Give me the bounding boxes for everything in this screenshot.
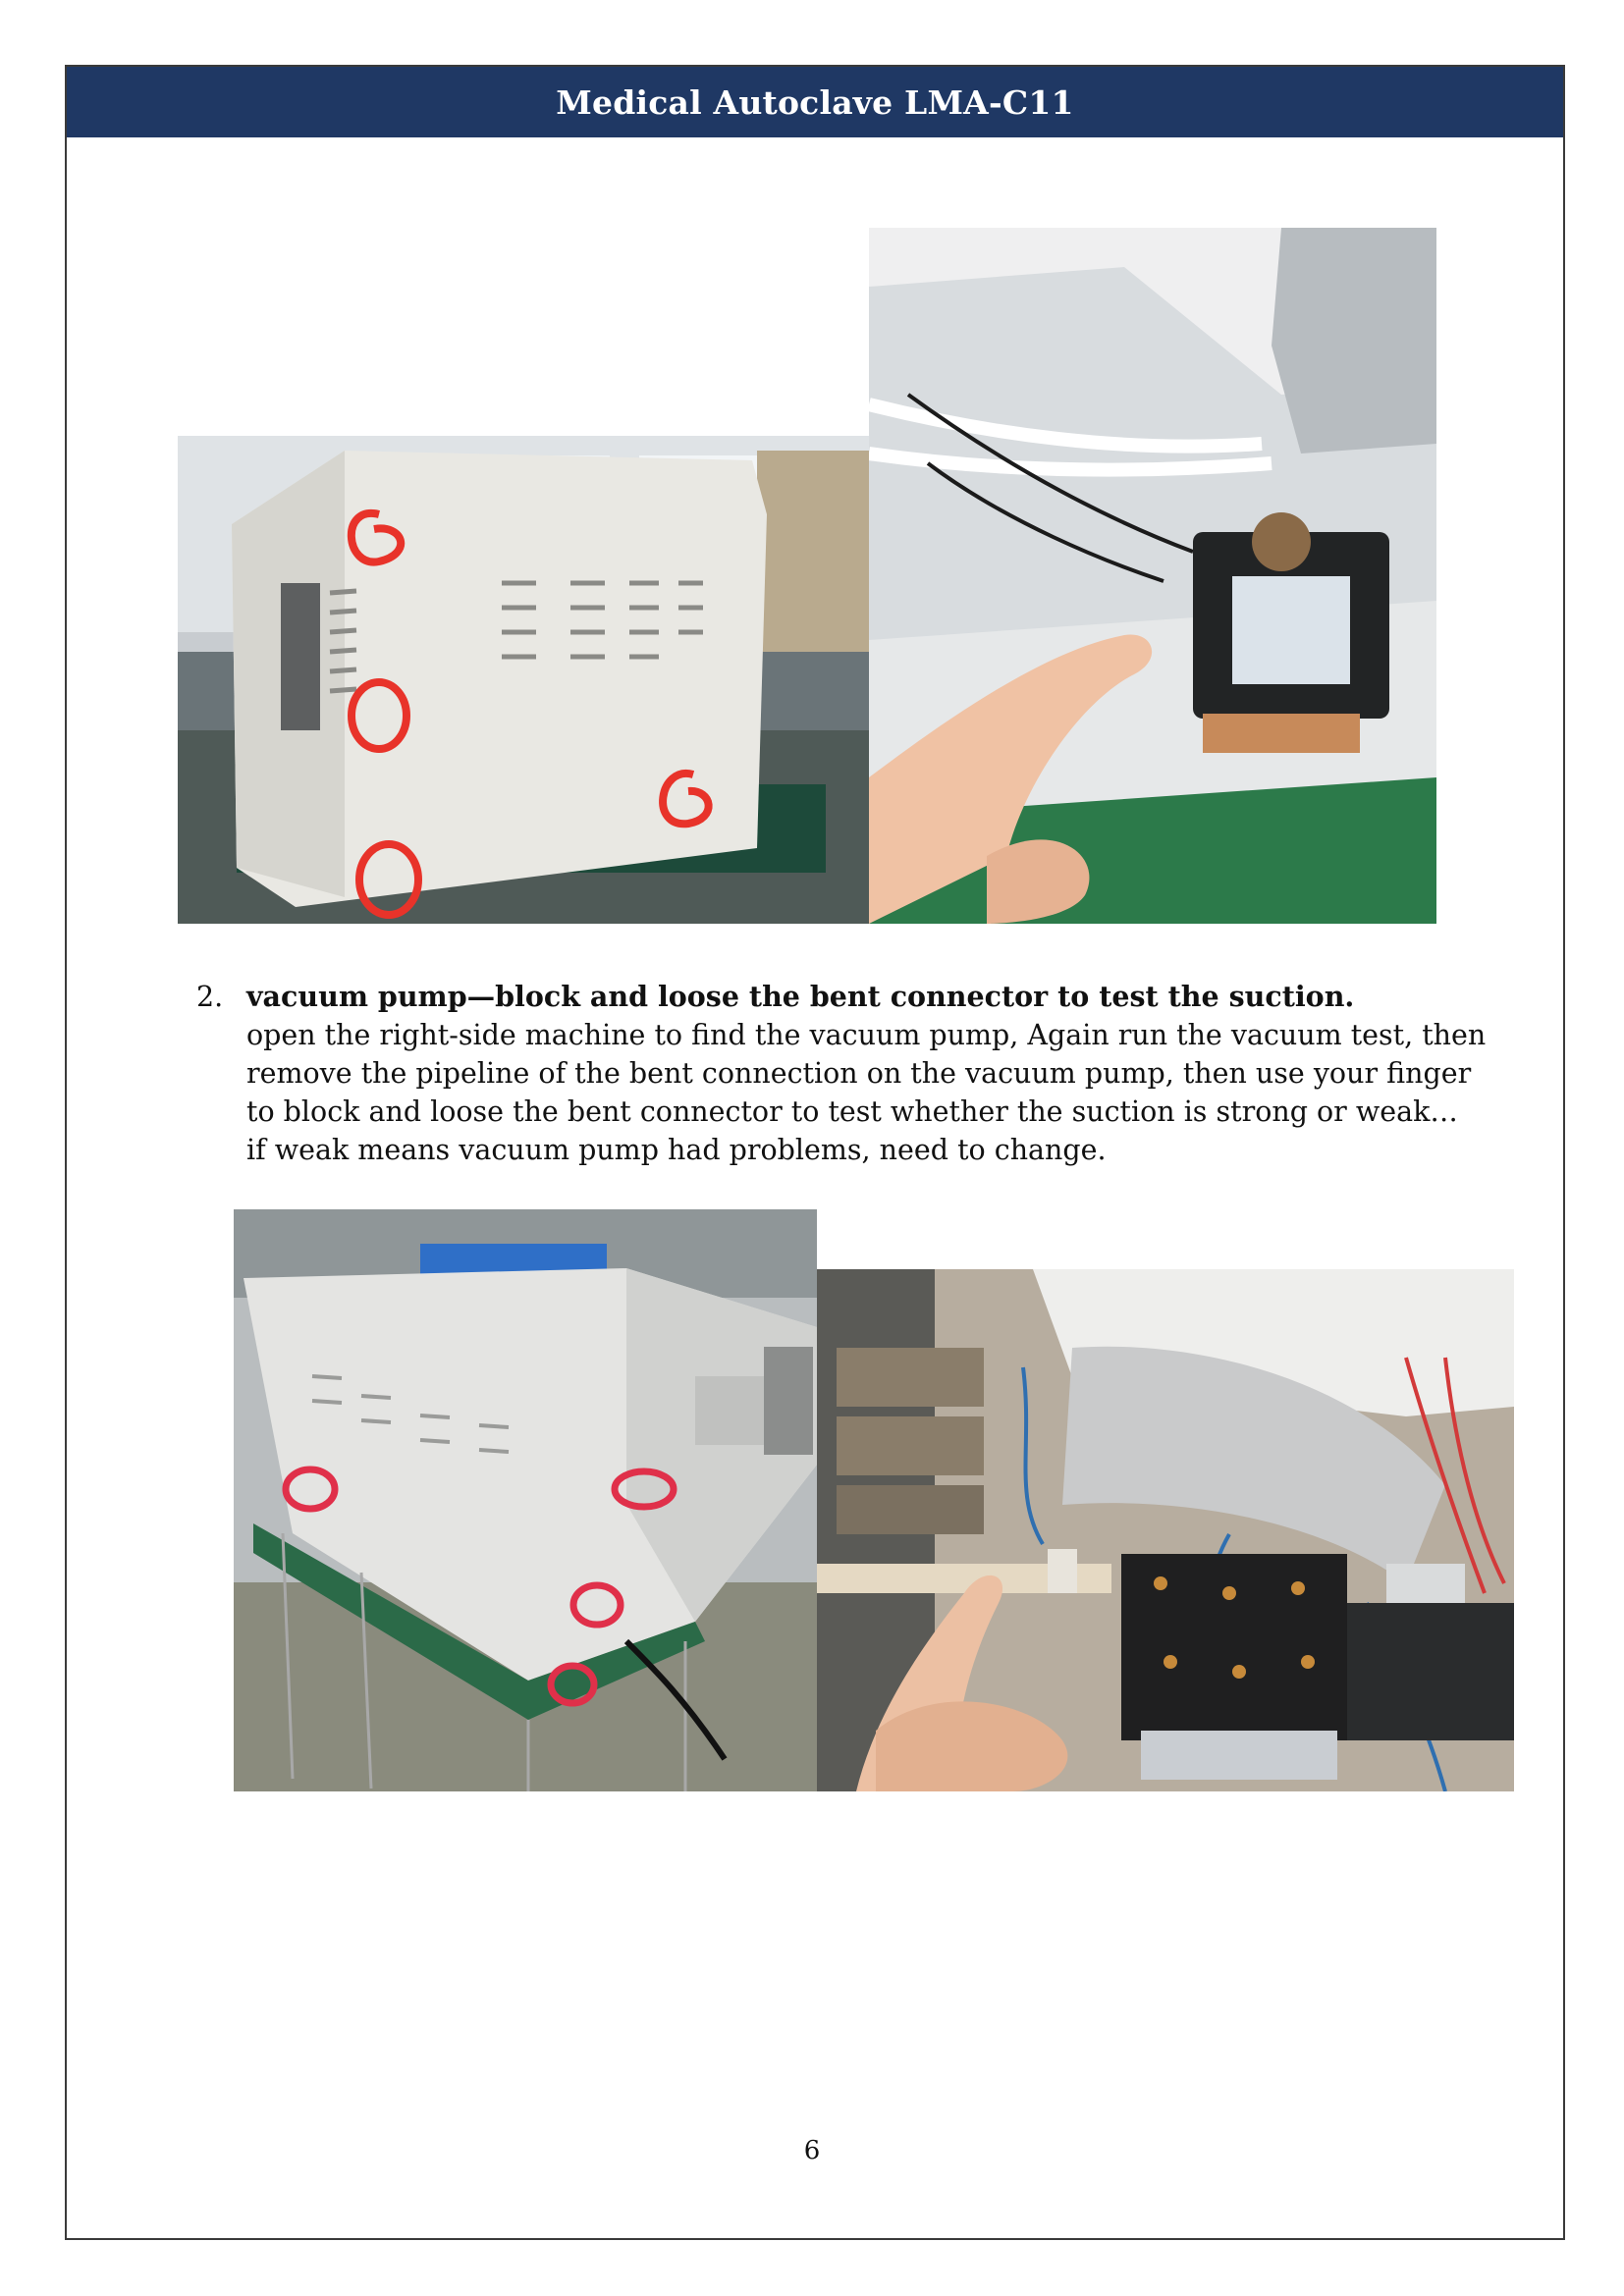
step-body-line: to block and loose the bent connector to test whether the suction is strong or weak… xyxy=(246,1095,1458,1128)
photo-autoclave-side-screws xyxy=(178,436,869,924)
step-heading: vacuum pump—block and loose the bent connector to test the suction. xyxy=(246,980,1355,1013)
document-title: Medical Autoclave LMA-C11 xyxy=(556,82,1074,122)
page-header xyxy=(67,67,1563,137)
step-number: 2. xyxy=(196,981,224,1013)
step-body-line: open the right-side machine to find the vacuum pump, Again run the vacuum test, then xyxy=(246,1019,1487,1051)
photo-autoclave-right-side-screws xyxy=(234,1209,817,1791)
photo-solenoid-valve xyxy=(869,228,1436,924)
step-body xyxy=(246,1016,1486,1169)
photo-vacuum-pump-connector xyxy=(817,1269,1514,1791)
step-body-line: if weak means vacuum pump had problems, need to change. xyxy=(246,1134,1107,1166)
page-number: 6 xyxy=(803,2136,821,2165)
step-body-line: remove the pipeline of the bent connection on the vacuum pump, then use your finger xyxy=(246,1057,1472,1090)
